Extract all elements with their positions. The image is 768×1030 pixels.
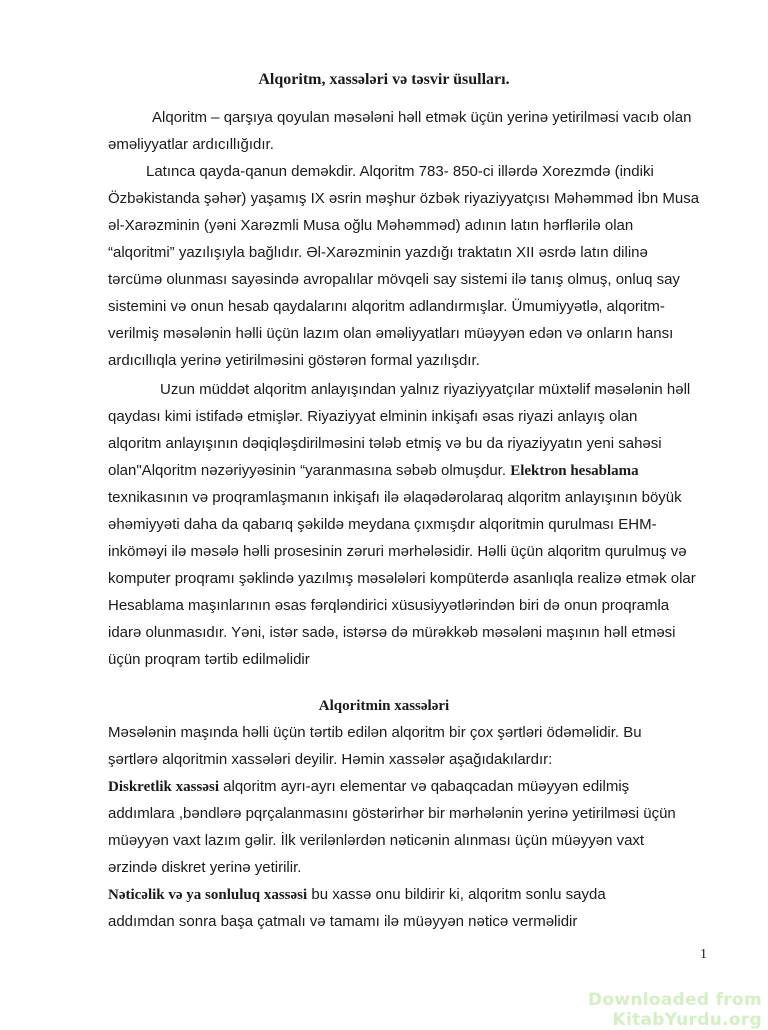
- property2-line: addımdan sonra başa çatmalı və tamamı ilə müəyyən nəticə verməlidir: [108, 913, 578, 930]
- paragraph3-line: inkömәyi ilə məsələ həlli prosesinin zəruri mərhələsidir. Həlli üçün alqoritm qurulmuş və: [108, 543, 687, 560]
- paragraph2-line: ardıcıllıqla yerinə yetirilməsini göstərən formal yazılışdır.: [108, 352, 480, 369]
- paragraph2-line: Özbəkistanda şəhər) yaşamış IX əsrin məşhur özbək riyaziyyatçısı Məhəmməd İbn Musa: [108, 190, 700, 207]
- property1-term: Diskretlik xassəsi: [108, 779, 219, 795]
- paragraph3-line: əhəmiyyəti daha da qabarıq şəkildə meydana çıxmışdır alqoritmin qurulması EHM-: [108, 516, 657, 533]
- paragraph3-line: idarə olunmasıdır. Yəni, istər sadə, istərsə də mürəkkəb məsələni maşının həll etməsi: [108, 624, 676, 641]
- paragraph3-line: texnikasının və proqramlaşmanın inkişafı ilə əlaqədərolaraq alqoritm anlayışının böyük: [108, 489, 682, 506]
- paragraph3-line: komputer proqramı şəklində yazılmış məsələləri kompüterdə asanlıqla realizə etmək olar: [108, 570, 696, 587]
- property2-term: Nəticəlik və ya sonluluq xassəsi: [108, 887, 308, 903]
- property1-line: [108, 777, 718, 797]
- paragraph2-line: “alqoritmi” yazılışıyla bağlıdır. Əl-Xarəzminin yazdığı traktatın XII əsrdə latın dilinə: [108, 244, 648, 261]
- paragraph3-bold-phrase: Elektron hesablama: [510, 463, 639, 479]
- paragraph3-line: [108, 461, 718, 481]
- paragraph1-line: əməliyyatlar ardıcıllığıdır.: [108, 136, 274, 153]
- section-intro-line: Məsələnin maşında həlli üçün tərtib edilən alqoritm bir çox şərtləri ödəməlidir. Bu: [108, 724, 642, 741]
- section-title: Alqoritmin xassələri: [318, 698, 450, 714]
- property1-line: müəyyən vaxt lazım gəlir. İlk verilənlərdən nəticənin alınması üçün müəyyən vaxt: [108, 832, 645, 849]
- paragraph2-line: sistemini və onun hesab qaydalarını alqoritm adlandırmışlar. Ümumiyyətlə, alqoritm-: [108, 298, 665, 315]
- document-title: Alqoritm, xassələri və təsvir üsulları.: [258, 71, 510, 88]
- paragraph3-line: qaydası kimi istifadə etmişlər. Riyaziyyat elminin inkişafı əsas riyazi anlayış olan: [108, 408, 638, 425]
- paragraph2-line: Latınca qayda-qanun deməkdir. Alqoritm 783- 850-ci illərdə Xorezmdə (indiki: [146, 163, 654, 180]
- paragraph2-line: tərcümə olunması sayəsində avropalılar mövqeli say sistemi ilə tanış olmuş, onluq say: [108, 271, 680, 288]
- property2-text: bu xassə onu bildirir ki, alqoritm sonlu sayda: [307, 886, 606, 903]
- paragraph2-line: əl-Xarəzminin (yəni Xarəzmli Musa oğlu Məhəmməd) adının latın hərflərilə olan: [108, 217, 634, 234]
- paragraph3-line: Uzun müddət alqoritm anlayışından yalnız riyaziyyatçılar müxtəlif məsələnin həll: [160, 381, 691, 398]
- property1-line: addımlara ,bəndlərə pqrçalanmasını göstərirhər bir mərhələnin yerinə yetirilməsi üçün: [108, 805, 676, 822]
- page-number: 1: [700, 947, 707, 962]
- paragraph3-line: üçün proqram tərtib edilməlidir: [108, 651, 310, 668]
- section-intro-line: şərtlərə alqoritmin xassələri deyilir. Həmin xassələr aşağıdakılardır:: [108, 751, 553, 768]
- paragraph3-line-text: olan"Alqoritm nəzəriyyəsinin “yaranmasına səbəb olmuşdur.: [108, 462, 511, 479]
- property1-line: ərzində diskret yerinə yetirilir.: [108, 859, 302, 876]
- property1-text: alqoritm ayrı-ayrı elementar və qabaqcadan müəyyən edilmiş: [218, 778, 630, 795]
- paragraph3-line: Hesablama maşınlarının əsas fərqləndirici xüsusiyyətlərindən biri də onun proqramla: [108, 597, 670, 614]
- watermark: Downloaded from KitabYurdu.org: [587, 990, 762, 1030]
- paragraph3-line: alqoritm anlayışının dəqiqləşdirilməsini tələb etmiş və bu da riyaziyyatın yeni sahəsi: [108, 435, 662, 452]
- paragraph2-line: verilmiş məsələnin həlli üçün lazım olan əməliyyatları müəyyən edən və onların hansı: [108, 325, 674, 342]
- paragraph1-line: Alqoritm – qarşıya qoyulan məsələni həll etmək üçün yerinə yetirilməsi vacıb olan: [152, 109, 692, 126]
- property2-line: [108, 885, 718, 905]
